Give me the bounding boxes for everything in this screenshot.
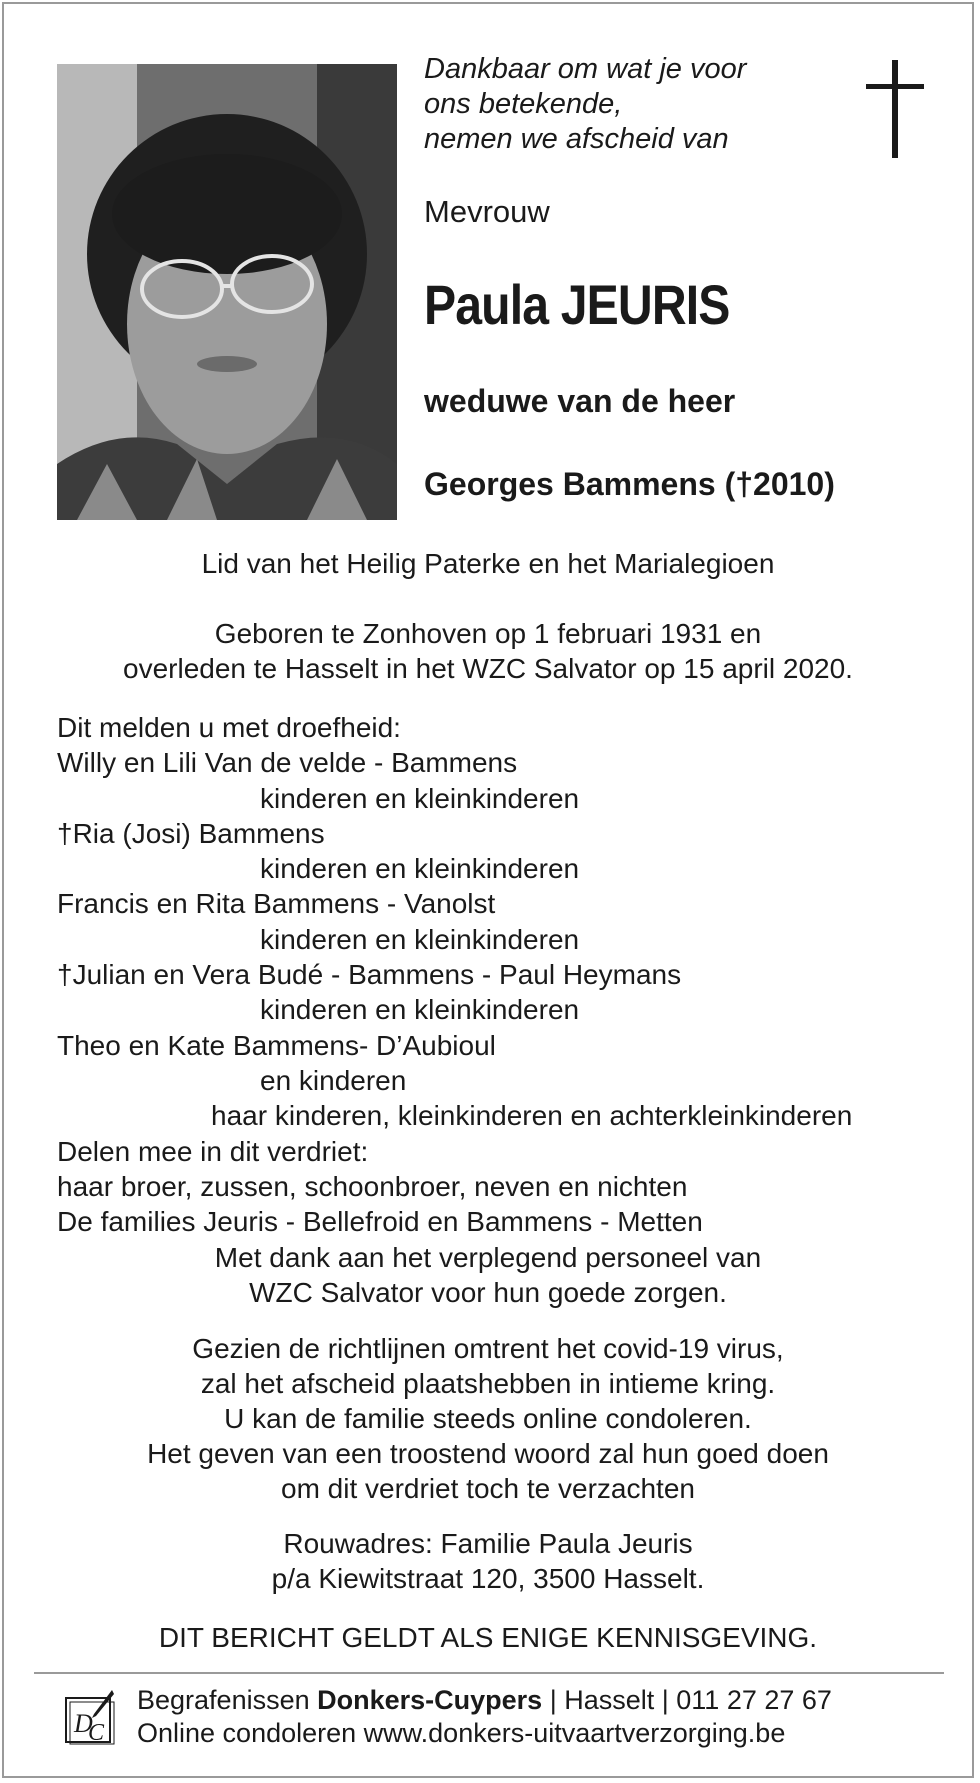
thanks-line: Met dank aan het verplegend personeel van [214,1242,762,1273]
family-line: kinderen en kleinkinderen [260,923,580,955]
family-line: Dit melden u met droefheid: [57,712,401,743]
salutation: Mevrouw [424,194,550,229]
footer-contact: | Hasselt | 011 27 27 67 [542,1685,832,1715]
covid-line: U kan de familie steeds online condoleren. [224,1403,752,1434]
covid-line: zal het afscheid plaatshebben in intieme kring. [200,1368,776,1399]
thanks-line: WZC Salvator voor hun goede zorgen. [249,1277,727,1308]
sole-notice: DIT BERICHT GELDT ALS ENIGE KENNISGEVING. [158,1622,818,1653]
family-line: haar broer, zussen, schoonbroer, neven en nichten [57,1170,688,1202]
death-line: overleden te Hasselt in het WZC Salvator op 15 april 2020. [123,653,853,684]
footer-line-1 [137,1685,832,1716]
svg-text:D: D [74,1709,93,1738]
covid-line: om dit verdriet toch te verzachten [281,1473,695,1504]
membership: Lid van het Heilig Paterke en het Marialegioen [201,548,775,579]
birth-death-info [0,616,976,686]
family-line: kinderen en kleinkinderen [260,994,580,1026]
family-line: kinderen en kleinkinderen [260,853,580,885]
family-line: en kinderen [260,1064,407,1096]
address-line: Rouwadres: Familie Paula Jeuris [283,1528,693,1559]
family-line: Francis en Rita Bammens - Vanolst [57,888,496,920]
covid-line: Het geven van een troostend woord zal hun goed doen [147,1438,829,1469]
portrait-photo [57,64,397,520]
footer-line-2: Online condoleren www.donkers-uitvaartverzorging.be [137,1718,786,1748]
family-line: †Julian en Vera Budé - Bammens - Paul Heymans [57,959,682,991]
intro-line: Dankbaar om wat je voor [424,53,747,85]
thanks-text [0,1240,976,1310]
husband-name: Georges Bammens (†2010) [424,466,835,502]
intro-line: ons betekende, [424,88,623,120]
intro-text [424,52,804,157]
covid-line: Gezien de richtlijnen omtrent het covid-19 virus, [192,1333,784,1364]
family-line: †Ria (Josi) Bammens [57,817,325,849]
birth-line: Geboren te Zonhoven op 1 februari 1931 en [214,618,762,649]
family-line: Theo en Kate Bammens- D’Aubioul [57,1029,496,1061]
footer-company: Donkers-Cuypers [317,1685,543,1715]
family-line: haar kinderen, kleinkinderen en achterkleinkinderen [211,1100,853,1132]
funeral-home-logo [64,1688,118,1746]
family-line: Delen mee in dit verdriet: [57,1135,369,1167]
intro-line: nemen we afscheid van [424,123,729,155]
svg-text:C: C [88,1720,105,1746]
cross-icon [866,60,926,160]
widow-line: weduwe van de heer [424,383,736,419]
address-line: p/a Kiewitstraat 120, 3500 Hasselt. [271,1563,705,1594]
family-line: De families Jeuris - Bellefroid en Bammens - Metten [57,1206,703,1238]
footer-prefix: Begrafenissen [137,1685,318,1715]
family-line: kinderen en kleinkinderen [260,782,580,814]
family-list [57,710,852,1239]
mourning-address [0,1526,976,1596]
footer-divider [34,1672,944,1674]
family-line: Willy en Lili Van de velde - Bammens [57,747,518,779]
covid-notice [0,1331,976,1506]
deceased-name: Paula JEURIS [424,273,730,336]
